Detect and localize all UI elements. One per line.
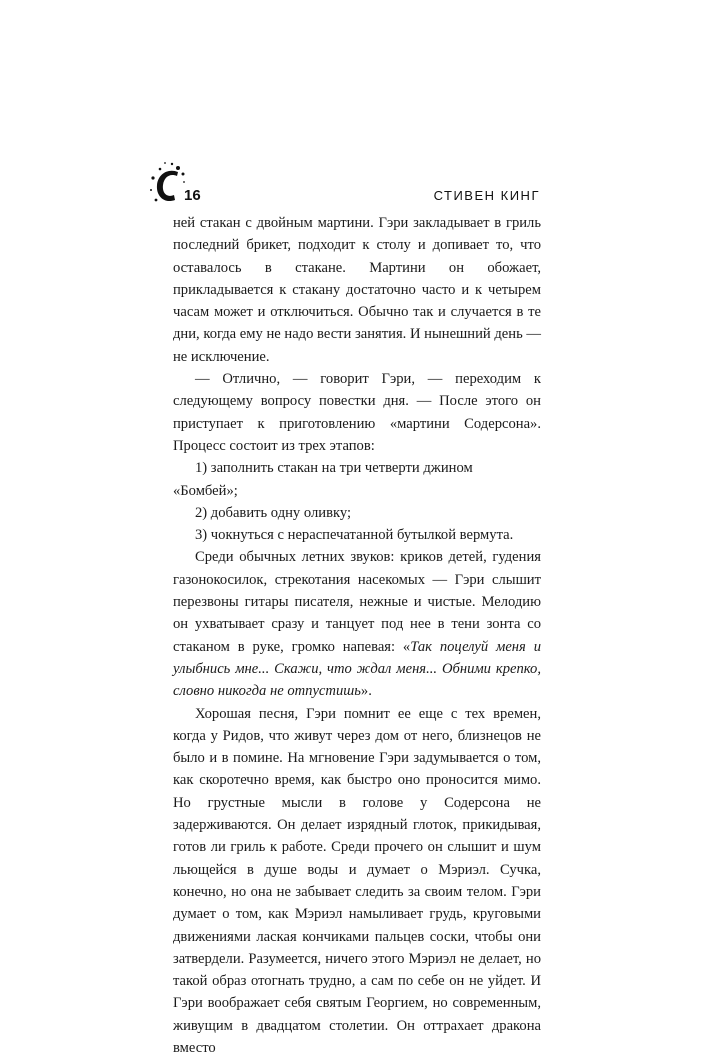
paragraph-1: ней стакан с двойным мартини. Гэри закладывает в гриль последний брикет, подходит к столу и допивает то, что оставалось в стакане. Мартини он обожает, прикладывается к стакану достаточно часто и к четырем часам может и отключиться. Обычно так и случается в те дни, когда ему не надо вести занятия. И нынешний день — не исключение. <box>173 215 541 365</box>
song-lyrics: Так поцелуй меня и улыбнись мне... Скажи, что ждал меня... Обними крепко, словно никогда не отпустишь <box>173 638 541 700</box>
paragraph-2: — Отлично, — говорит Гэри, — переходим к следующему вопросу повестки дня. — После этого он приступает к приготовлению «мартини Содерсона». Процесс состоит из трех этапов: <box>173 371 541 454</box>
body-text <box>173 212 541 1059</box>
ink-splatter-c-logo-icon <box>148 160 188 208</box>
paragraph-3-start: Среди обычных летних звуков: криков детей, гудения газонокосилок, стрекотания насекомых — Гэри слышит перезвоны гитары писателя, нежные и чистые. Мелодию он ухватывает сразу и танцует под нее в тени зонта со стаканом в руке, громко напевая: « <box>173 549 541 655</box>
paragraph-4: Хорошая песня, Гэри помнит ее еще с тех времен, когда у Ридов, что живут через дом от него, близнецов не было и в помине. На мгновение Гэри задумывается о том, как скоротечно время, как быстро оно проносится мимо. Но грустные мысли в голове у Содерсона не задерживаются. Он делает изрядный глоток, прикидывая, готов ли гриль к работе. Среди прочего он слышит и шум льющейся в душе воды и думает о Мэриэл. Сучка, конечно, но она не забывает следить за своим телом. Гэри думает о том, как Мэриэл намыливает грудь, круговыми движениями лаская кончиками пальцев соски, чтобы они затвердели. Разумеется, ничего этого Мэриэл не делает, но такой образ отогнать трудно, а сам по себе он не уйдет. И Гэри воображает себя святым Георгием, но современным, живущим в двадцатом столетии. Он оттрахает дракона вместо <box>173 705 541 1056</box>
page-header <box>148 160 540 210</box>
running-head: СТИВЕН КИНГ <box>433 188 540 203</box>
paragraph-3 <box>173 546 541 702</box>
paragraph-3-end: ». <box>360 683 372 700</box>
list-item-3: 3) чокнуться с нераспечатанной бутылкой вермута. <box>195 527 514 544</box>
list-item-1: 1) заполнить стакан на три четверти джином «Бомбей»; <box>173 460 473 499</box>
list-item-2: 2) добавить одну оливку; <box>195 504 351 521</box>
page-number: 16 <box>184 187 201 204</box>
